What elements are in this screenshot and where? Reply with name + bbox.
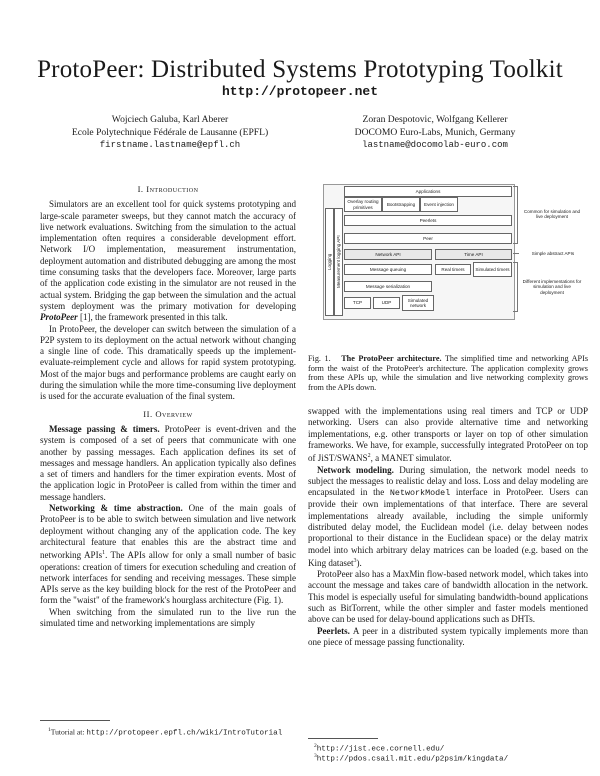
fig-simulated-network: Simulated network [402,295,434,311]
fig-real-timers: Real timers [435,264,471,275]
author-affiliation: Ecole Polytechnique Fédérale de Lausanne (EPFL) [71,126,269,138]
fig-brace-different [513,262,518,312]
author-email: lastname@docomolab-euro.com [362,140,508,150]
paragraph-peerlets: Peerlets. A peer in a distributed system typically implements more than one piece of message passing functionality. [308,625,588,647]
fig-message-queuing: Message queuing [344,264,432,275]
fig-note-different: Different implementations for simulation and live deployment [522,279,582,295]
footnote-3: $^3$http://pdos.csail.mit.edu/p2psim/kingdata/ [314,753,509,764]
fig-tcp: TCP [344,297,371,309]
left-column [40,178,296,629]
paragraph-message-passing: Message passing & timers. ProtoPeer is event-driven and the system is composed of a set of peers that communicate with one another by passing messages. Each application defines its set of messages and message handlers. An application typically also defines a set of timers and handlers for the timer expiration events. Most of the application logic in ProtoPeer is called from within the timer and message handlers. [40,423,296,502]
author-names: Zoran Despotovic, Wolfgang Kellerer [362,114,508,125]
author-block-epfl [40,114,300,152]
fig-note-common: Common for simulation and live deployment [523,208,581,219]
author-names: Wojciech Galuba, Karl Aberer [111,114,229,125]
fig-bootstrapping: Bootstrapping [382,197,420,212]
architecture-figure [313,178,587,328]
fig-simulated-timers: Simulated timers [473,262,512,277]
jist-link[interactable]: http://jist.ece.cornell.edu/ [316,745,445,754]
fig-measurement-logging-api: Measurement logging API [334,208,343,316]
section-heading-introduction: I. Introduction [137,184,199,194]
author-email: firstname.lastname@epfl.ch [99,140,241,150]
footnote-2: $^2$http://jist.ece.cornell.edu/ [314,743,445,754]
fig-note-simple: Simple abstract APIs [531,250,575,256]
paper-title: ProtoPeer: Distributed Systems Prototyping Toolkit [37,56,563,83]
paragraph-network-modeling: Network modeling. During simulation, the network model needs to subject the messages to realistic delay and loss. Loss and delay modeling are encapsulated in the NetworkModel interface in ProtoPeer. Users can provide their own implementations of that interface. There are several implementations already available, including the simple uniformly distributed delay model, the Euclidean model (i.e. delay between nodes proportional to their distance in the Euclidean space) or the delay matrix model into which arbitrary delay matrices can be loaded (e.g. based on the King dataset$^3$). [308,464,588,568]
author-block-docomo [305,114,565,152]
paragraph-continuation: swapped with the implementations using real timers and TCP or UDP networking. Users can also provide alternative time and networking implementations, e.g. other transports or layer on top of other simulation frameworks. We have, for example, successfully integrated ProtoPeer on top of JiST/SWANS$^2$, a MANET simulator. [308,406,588,464]
footnote-rule-left [40,720,110,721]
fig-peer: Peer [344,233,512,244]
fig-message-serialization: Message serialization [344,281,432,292]
fig-brace-common [513,186,518,244]
fig-overlay-routing: Overlay routing primitives [344,197,382,212]
paragraph-networking-time: Networking & time abstraction. One of the main goals of ProtoPeer is to be able to switch between simulation and live network deployment without changing any of the application code. The key architectural feature that enables this are the abstract time and networking APIs$^1$. The APIs allow for only a small number of basic operations: creation of timers for execution scheduling and creation of network interfaces for sending and receiving messages. These simple APIs serve as the key building block for the rest of the ProtoPeer and form the "waist" of the framework's hourglass architecture (Fig. 1). [40,503,296,606]
project-url[interactable]: http://protopeer.net [221,84,379,99]
author-affiliation: DOCOMO Euro-Labs, Munich, Germany [354,126,516,138]
fig-peerlets: Peerlets [344,215,512,226]
section-heading-overview: II. Overview [143,408,193,419]
intro-paragraph-2: In ProtoPeer, the developer can switch between the simulation of a P2P system to its deployment on the actual network without changing a single line of code. This dramatically speeds up the implement-evaluate-reimplement cycle and allows for rapid system prototyping. Most of the major bugs and performance problems are caught early on during the simulation while the more time-consuming live deployment is used for the accurate evaluation of the final system. [40,323,296,402]
paragraph-switching: When switching from the simulated run to the live run the simulated time and networking implementations are simply [40,606,296,628]
figure-caption: Fig. 1. The ProtoPeer architecture. The simplified time and networking APIs form the waist of the ProtoPeer's architecture. The application complexity grows from these APIs up, while the simulation and live networking complexity grows from the APIs down. [308,354,589,392]
paragraph-maxmin: ProtoPeer also has a MaxMin flow-based network model, which takes into account the message and takes care of bandwidth allocation in the network. This model is especially useful for simulating bandwidth-bound applications such as BitTorrent, while the other simpler and faster models mentioned above can be used for delay-bound applications such as DHTs. [308,569,588,625]
kingdata-link[interactable]: http://pdos.csail.mit.edu/p2psim/kingdata/ [316,755,509,764]
fig-network-api: Network API [344,249,432,260]
tutorial-link[interactable]: http://protopeer.epfl.ch/wiki/IntroTutorial [86,729,283,738]
intro-paragraph-1: Simulators are an excellent tool for quick systems prototyping and large-scale parameter sweeps, but they cannot match the accuracy of live network evaluations. Switching from the simulation to the actual implementation often requires a considerable development effort. Network I/O implementation, measurement instrumentation, deployment automation and distributed debugging are among the most time consuming tasks that the developers face. Moreover, large parts of the application code existing in the simulator are not reused in the actual system. Bridging the gap between the simulation and the actual system deployment was the primary motivation for developing ProtoPeer [1], the framework presented in this talk. [40,199,296,323]
fig-logging: Logging [325,208,334,316]
fig-arrow-simple [513,253,519,254]
fig-applications: Applications [344,186,512,197]
footnote-1: $^1$Tutorial at: http://protopeer.epfl.ch/wiki/IntroTutorial [48,727,283,738]
right-column [308,406,588,648]
fig-udp: UDP [373,297,400,309]
footnote-rule-right [308,738,378,739]
fig-event-injection: Event injection [420,197,458,212]
fig-time-api: Time API [435,249,512,260]
